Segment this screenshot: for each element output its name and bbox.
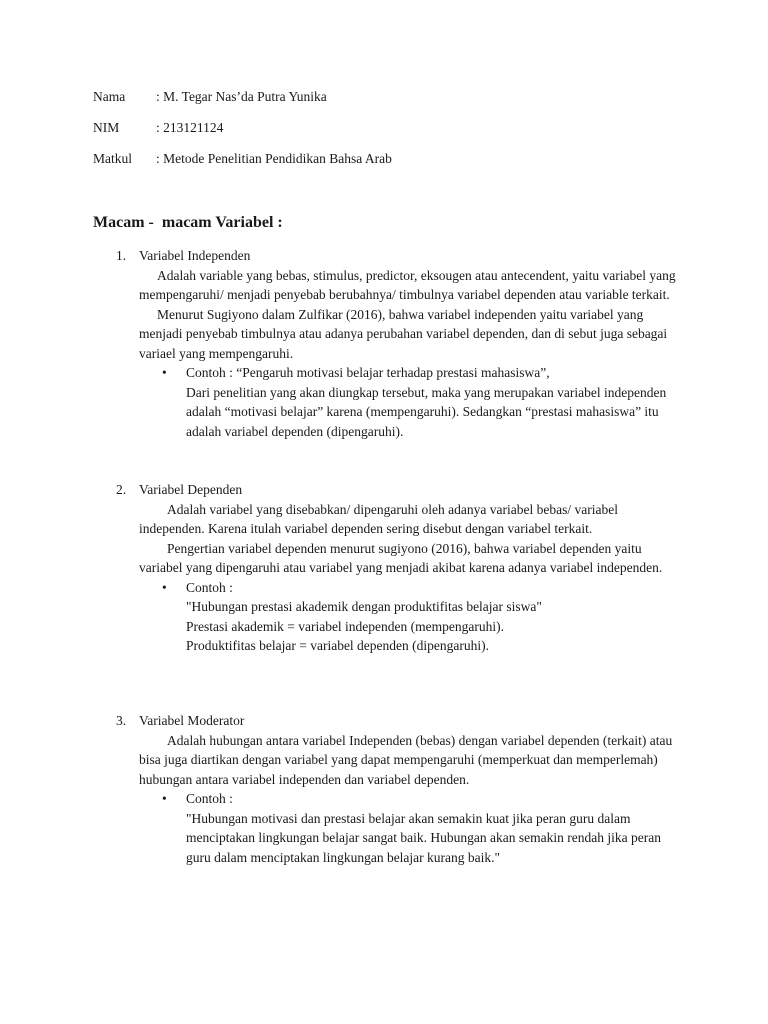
paragraph: Adalah hubungan antara variabel Independen (bebas) dengan variabel dependen (terkait) atau bisa juga diartikan dengan variabel yang dapat mempengaruhi (memperkuat dan memperlemah) hubungan antara variabel independen dan variabel dependen.: [139, 732, 673, 787]
header-label: NIM: [93, 120, 120, 135]
bullet-line: Produktifitas belajar = variabel dependen (dipengaruhi).: [186, 638, 490, 653]
header-value: : Metode Penelitian Pendidikan Bahsa Arab: [156, 151, 392, 166]
bullet-line: "Hubungan motivasi dan prestasi belajar akan semakin kuat jika peran guru dalam menciptakan lingkungan belajar sangat baik. Hubungan akan semakin rendah jika peran guru dalam menciptakan lingkungan belajar kurang baik.": [186, 810, 661, 865]
header-row-matkul: [93, 149, 392, 169]
bullet-item: [162, 363, 683, 441]
header-label: Nama: [93, 89, 126, 104]
section-heading: Macam - macam Variabel :: [93, 214, 283, 231]
header-row-nama: [93, 87, 327, 107]
paragraph: Adalah variabel yang disebabkan/ dipengaruhi oleh adanya variabel bebas/ variabel independen. Karena itulah variabel dependen sering disebut dengan variabel terkait.: [139, 501, 618, 536]
list-item-title: Variabel Moderator: [139, 713, 245, 728]
header-label: Matkul: [93, 151, 132, 166]
list-item-title: Variabel Independen: [139, 248, 251, 263]
bullet-line: Dari penelitian yang akan diungkap tersebut, maka yang merupakan variabel independen adalah “motivasi belajar” karena (mempengaruhi). Sedangkan “prestasi mahasiswa” itu adalah variabel dependen (dipengaruhi).: [186, 384, 667, 439]
list-number: 2.: [116, 482, 127, 497]
header-row-nim: [93, 118, 223, 138]
bullet-line: Contoh :: [186, 791, 233, 806]
bullet-icon: •: [162, 791, 167, 806]
paragraph: Adalah variable yang bebas, stimulus, predictor, eksougen atau antecendent, yaitu variabel yang mempengaruhi/ menjadi penyebab berubahnya/ timbulnya variabel dependen atau variable terkait.: [139, 267, 676, 302]
list-number: 3.: [116, 713, 127, 728]
bullet-item: [162, 789, 683, 867]
paragraph: Pengertian variabel dependen menurut sugiyono (2016), bahwa variabel dependen yaitu variabel yang dipengaruhi atau variabel yang menjadi akibat karena adanya variabel independen.: [139, 540, 663, 575]
list-item-variabel-dependen: [93, 480, 683, 656]
paragraph: Menurut Sugiyono dalam Zulfikar (2016), bahwa variabel independen yaitu variabel yang menjadi penyebab timbulnya atau adanya perubahan variabel dependen, dan di sebut juga sebagai variael yang mempengaruhi.: [139, 306, 668, 361]
bullet-icon: •: [162, 365, 167, 380]
list-item-variabel-moderator: [93, 711, 683, 867]
header-value: : 213121124: [156, 120, 224, 135]
list-item-variabel-independen: [93, 246, 683, 441]
bullet-line: Prestasi akademik = variabel independen (mempengaruhi).: [186, 618, 505, 634]
bullet-item: [162, 578, 683, 656]
header-value: : M. Tegar Nas’da Putra Yunika: [156, 89, 327, 104]
list-number: 1.: [116, 248, 127, 263]
list-item-title: Variabel Dependen: [139, 482, 243, 497]
bullet-line: "Hubungan prestasi akademik dengan produktifitas belajar siswa": [186, 599, 542, 614]
bullet-icon: •: [162, 579, 167, 595]
bullet-line: Contoh : “Pengaruh motivasi belajar terhadap prestasi mahasiswa”,: [186, 365, 550, 380]
bullet-line: Contoh :: [186, 579, 233, 595]
